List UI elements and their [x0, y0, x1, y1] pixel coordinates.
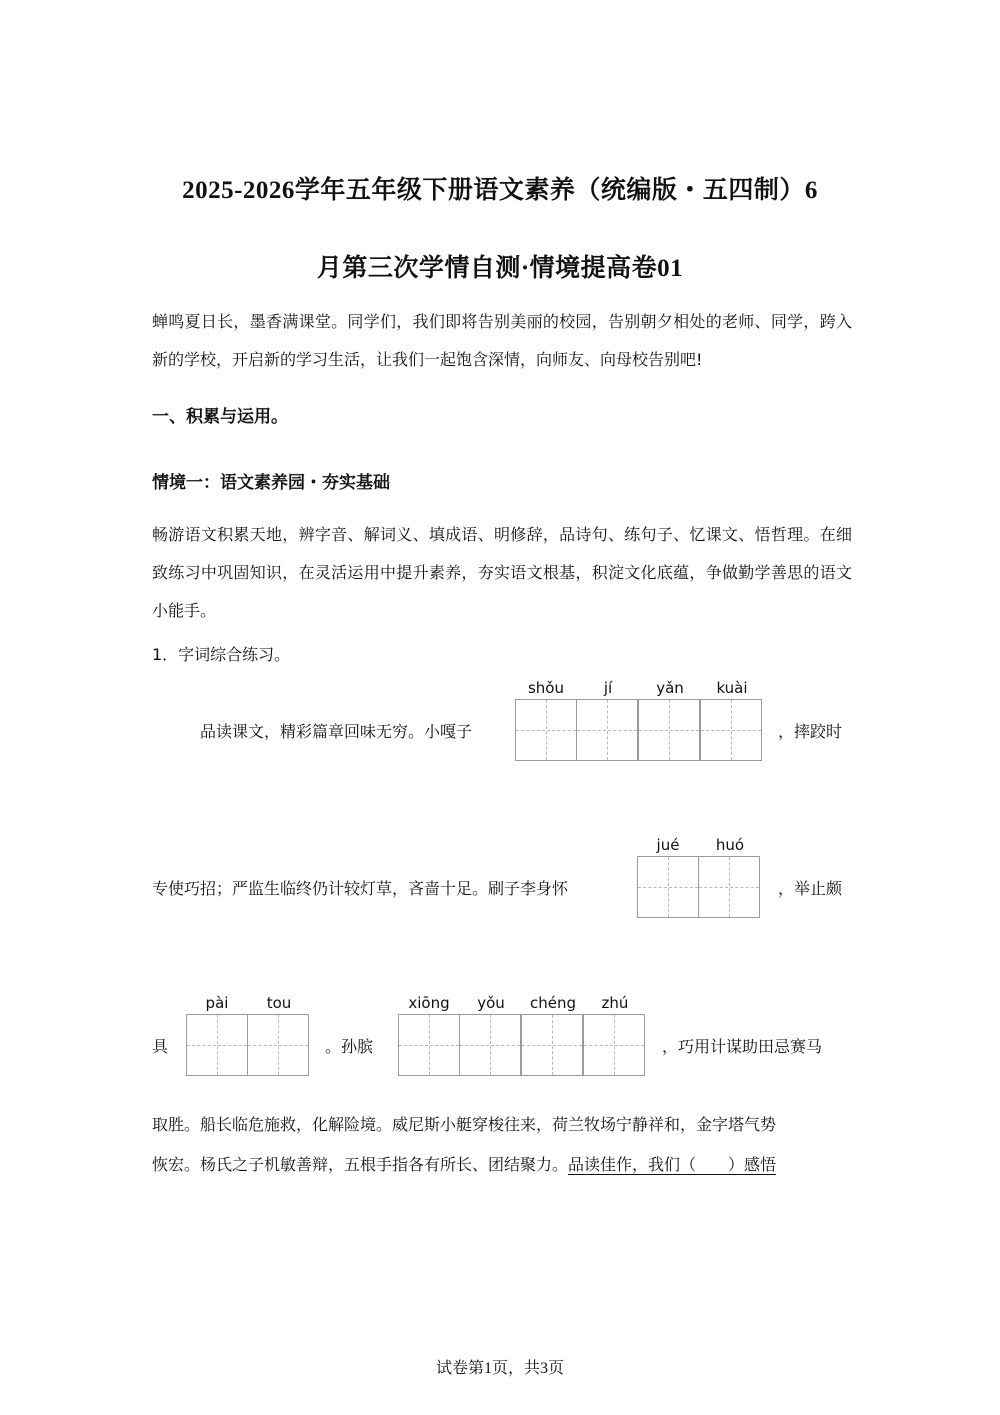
pinyin-label: pài	[205, 994, 229, 1012]
row1-text-before: 品读课文，精彩篇章回味无穷。小嘎子	[200, 722, 473, 741]
char-box[interactable]	[576, 699, 638, 761]
pinyin-label: yǒu	[477, 994, 505, 1012]
pinyin-label: zhú	[601, 994, 629, 1012]
title-line-1: 2025-2026学年五年级下册语文素养（统编版・五四制）6	[182, 177, 818, 204]
pinyin-grid-1	[515, 677, 763, 761]
char-box[interactable]	[186, 1014, 248, 1076]
title-line-2: 月第三次学情自测·情境提高卷01	[316, 255, 684, 282]
char-box[interactable]	[638, 699, 700, 761]
pinyin-label: jué	[656, 836, 680, 854]
section-heading: 一、积累与运用。	[152, 407, 288, 427]
char-box[interactable]	[637, 856, 699, 918]
answer-prompt: 品读佳作，我们（ ）感悟	[568, 1155, 777, 1174]
intro-paragraph: 蝉鸣夏日长，墨香满课堂。同学们，我们即将告别美丽的校园，告别朝夕相处的老师、同学，跨入新的学校，开启新的学习生活，让我们一起饱含深情，向师友、向母校告别吧!	[152, 312, 852, 369]
pinyin-grid-3b	[398, 992, 646, 1076]
pinyin-label: xiōng	[408, 994, 450, 1012]
row3-text-after: ，巧用计谋助田忌赛马	[662, 1037, 823, 1056]
closing-text: 恢宏。杨氏之子机敏善辩，五根手指各有所长、团结聚力。	[152, 1155, 569, 1174]
char-box[interactable]	[459, 1014, 521, 1076]
char-box[interactable]	[398, 1014, 460, 1076]
char-box[interactable]	[521, 1014, 583, 1076]
pinyin-grid-2	[637, 834, 761, 918]
char-box[interactable]	[700, 699, 762, 761]
page-footer: 试卷第1页，共3页	[435, 1360, 564, 1377]
pinyin-label: shǒu	[527, 679, 564, 697]
row2-text-before: 专使巧招；严监生临终仍计较灯草，吝啬十足。刷子李身怀	[152, 879, 569, 898]
pinyin-label: yǎn	[656, 679, 684, 697]
pinyin-grid-3a	[186, 992, 310, 1076]
context-description: 畅游语文积累天地，辨字音、解词义、填成语、明修辞，品诗句、练句子、忆课文、悟哲理。在细致练习中巩固知识，在灵活运用中提升素养，夯实语文根基，积淀文化底蕴，争做勤学善思的语文小能手。	[152, 525, 852, 620]
pinyin-label: chéng	[529, 994, 576, 1012]
pinyin-label: jí	[603, 679, 613, 697]
char-box[interactable]	[698, 856, 760, 918]
closing-line-1: 取胜。船长临危施救，化解险境。威尼斯小艇穿梭往来，荷兰牧场宁静祥和，金字塔气势	[152, 1115, 777, 1134]
pinyin-label: kuài	[716, 679, 748, 697]
row3-text-before: 具	[152, 1037, 169, 1056]
question-1-label: 1．字词综合练习。	[152, 645, 291, 664]
closing-line-2	[152, 1152, 776, 1175]
context-title: 情境一：语文素养园・夯实基础	[152, 473, 390, 493]
pinyin-label: huó	[715, 836, 745, 854]
row2-text-after: ，举止颇	[778, 879, 843, 898]
row1-text-after: ，摔跤时	[778, 722, 843, 741]
row3-text-middle: 。孙膑	[325, 1037, 374, 1056]
pinyin-label: tou	[266, 994, 292, 1012]
char-box[interactable]	[583, 1014, 645, 1076]
char-box[interactable]	[247, 1014, 309, 1076]
char-box[interactable]	[515, 699, 577, 761]
